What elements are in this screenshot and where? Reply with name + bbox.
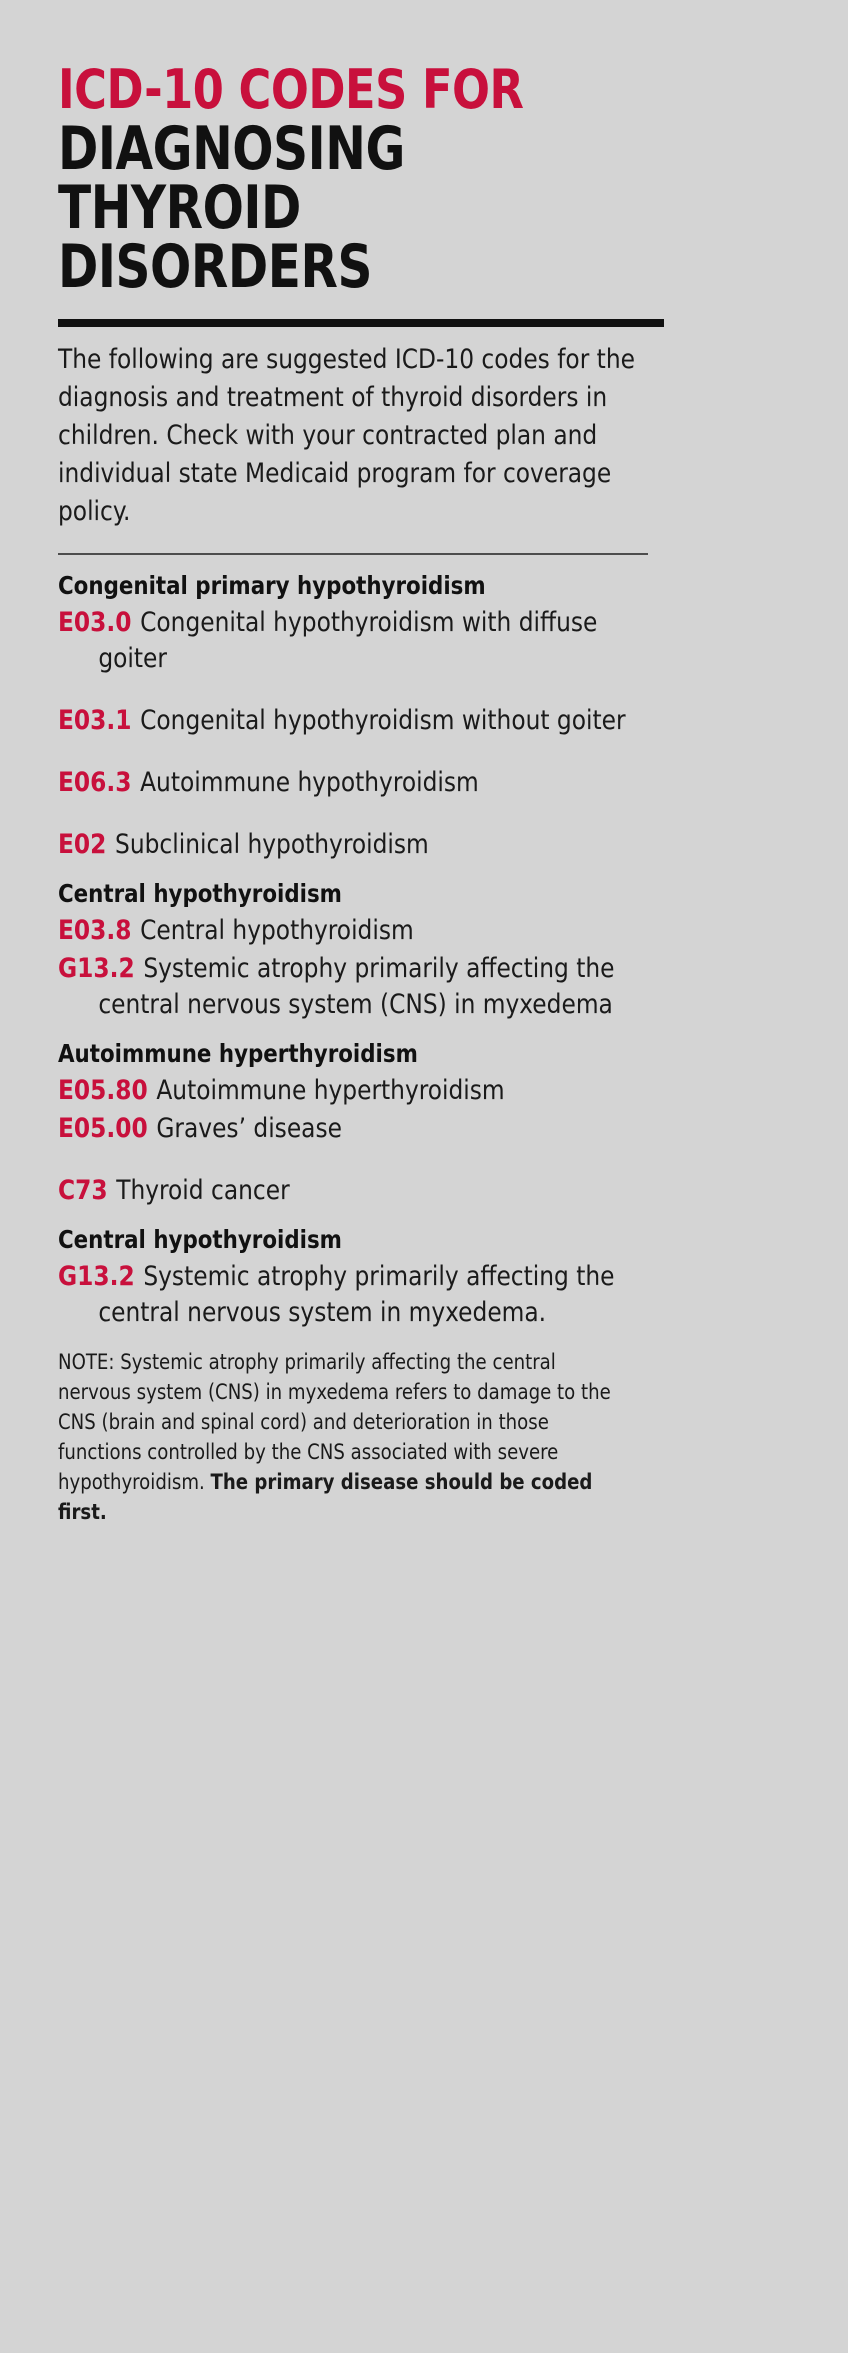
code-entry — [58, 1073, 678, 1109]
icd-description: Congenital hypothyroidism with diffuse goiter — [98, 607, 598, 674]
icd-description: Autoimmune hyperthyroidism — [156, 1075, 505, 1106]
icd-code: E05.80 — [58, 1075, 148, 1106]
icd-code: E02 — [58, 829, 107, 860]
footnote-emphasis: The primary disease should be coded first. — [58, 1470, 593, 1524]
code-entry — [58, 827, 678, 863]
section-heading-autoimmune-hyperthyroidism: Autoimmune hyperthyroidism — [58, 1039, 418, 1068]
icd-description: Congenital hypothyroidism without goiter — [140, 705, 626, 736]
title-line-diagnosing: DIAGNOSING — [58, 114, 405, 184]
code-entry — [58, 1259, 678, 1331]
code-entry — [58, 703, 678, 739]
icd-code: E05.00 — [58, 1113, 148, 1144]
title-eyebrow: ICD-10 CODES FOR — [58, 58, 524, 121]
icd-code: E03.1 — [58, 705, 132, 736]
intro-divider — [58, 553, 648, 555]
icd-description: Subclinical hypothyroidism — [115, 829, 429, 860]
code-entry — [58, 1111, 678, 1147]
card-content — [58, 58, 678, 1527]
icd-code: G13.2 — [58, 1261, 135, 1292]
icd-code: E06.3 — [58, 767, 132, 798]
icd-description: Systemic atrophy primarily affecting the central nervous system (CNS) in myxedema — [98, 953, 615, 1020]
icd-code: E03.0 — [58, 607, 132, 638]
footnote-text: NOTE: Systemic atrophy primarily affecting the central nervous system (CNS) in myxedema refers to damage to the CNS (brain and spinal cord) and deterioration in those functions controlled by the CNS associated with severe hypothyroidism. — [58, 1350, 611, 1494]
icd-code: G13.2 — [58, 953, 135, 984]
icd-code: C73 — [58, 1175, 108, 1206]
code-entry — [58, 913, 678, 949]
icd-description: Autoimmune hypothyroidism — [140, 767, 479, 798]
title-line-thyroid: THYROID — [58, 173, 301, 243]
page-title — [58, 114, 616, 302]
icd-description: Thyroid cancer — [116, 1175, 290, 1206]
title-divider — [58, 319, 664, 327]
intro-paragraph: The following are suggested ICD-10 codes for the diagnosis and treatment of thyroid disorders in children. Check with your contracted plan and individual state Medicaid program for coverage policy. — [58, 344, 635, 527]
section-heading-central-hypothyroidism: Central hypothyroidism — [58, 879, 342, 908]
icd-description: Systemic atrophy primarily affecting the central nervous system in myxedema. — [98, 1261, 615, 1328]
section-heading-central-hypothyroidism-2: Central hypothyroidism — [58, 1225, 342, 1254]
code-entry — [58, 1173, 678, 1209]
code-entry — [58, 951, 678, 1023]
icd-description: Graves’ disease — [156, 1113, 342, 1144]
code-entry — [58, 765, 678, 801]
code-entry — [58, 605, 678, 677]
title-line-disorders: DISORDERS — [58, 232, 373, 302]
icd-code: E03.8 — [58, 915, 132, 946]
footnote — [58, 1347, 634, 1527]
section-heading-congenital-primary-hypothyroidism: Congenital primary hypothyroidism — [58, 571, 486, 600]
icd-description: Central hypothyroidism — [140, 915, 414, 946]
